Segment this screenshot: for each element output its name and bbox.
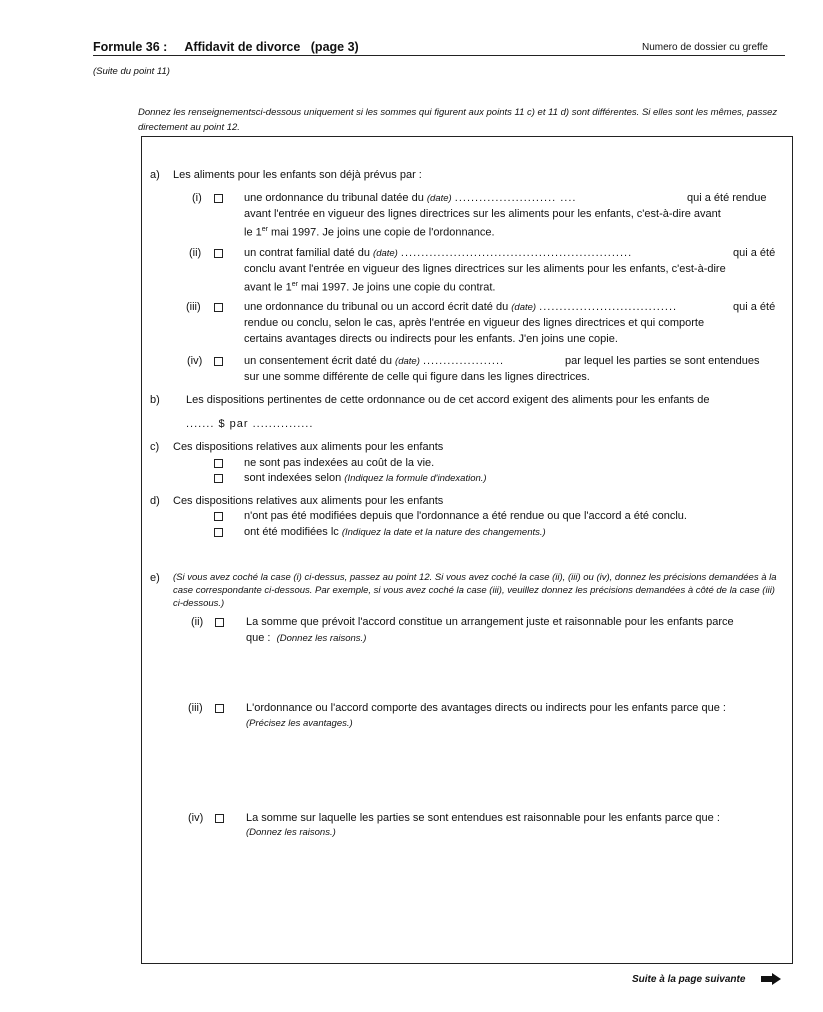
indexation-hint: (Indiquez la formule d'indexation.) xyxy=(344,473,487,484)
date-blank[interactable]: .................................. xyxy=(539,301,678,313)
item-a-iii-label: (iii) xyxy=(186,301,201,313)
item-e-iii-label: (iii) xyxy=(188,702,203,714)
item-a-iii-line2: rendue ou conclu, selon le cas, après l'entrée en vigueur des lignes directrices et qui comporte xyxy=(244,317,705,329)
item-a-ii-line1-end: qui a été xyxy=(733,247,776,259)
date-hint: (date) xyxy=(373,248,398,259)
section-d-opt2-label: ont été modifiées lc (Indiquez la date et la nature des changements.) xyxy=(244,526,546,538)
item-a-ii-label: (ii) xyxy=(189,247,202,259)
section-c-opt2-label: sont indexées selon (Indiquez la formule d'indexation.) xyxy=(244,472,487,484)
date-hint: (date) xyxy=(511,302,537,313)
page-label: (page 3) xyxy=(310,40,359,54)
item-a-iv-label: (iv) xyxy=(187,355,203,367)
item-a-ii-line2: conclu avant l'entrée en vigueur des lignes directrices sur les aliments pour les enfants, c'est-à-dire xyxy=(244,263,726,275)
form-title xyxy=(93,40,359,54)
form-name: Affidavit de divorce xyxy=(184,40,301,54)
item-a-iii-line3: certains avantages directs ou indirects pour les enfants. J'en joins une copie. xyxy=(244,333,618,345)
section-c-opt2-checkbox[interactable] xyxy=(214,474,223,483)
item-e-ii-line1: La somme que prévoit l'accord constitue un arrangement juste et raisonnable pour les enfants parce xyxy=(246,616,734,628)
item-e-ii-label: (ii) xyxy=(191,616,204,628)
section-a-heading: Les aliments pour les enfants son déjà prévus par : xyxy=(173,169,422,181)
item-a-iv-line1-end: par lequel les parties se sont entendues xyxy=(565,355,760,367)
item-a-ii-line1: un contrat familial daté du (date) ......................................................... xyxy=(244,247,633,259)
continued-from: (Suite du point 11) xyxy=(93,66,170,77)
form-number: Formule 36 : xyxy=(93,40,168,54)
date-hint: (date) xyxy=(395,356,420,367)
item-e-ii-line2: que : (Donnez les raisons.) xyxy=(246,632,367,644)
item-a-iv-line1: un consentement écrit daté du (date) .................... xyxy=(244,355,505,367)
item-a-i-checkbox[interactable] xyxy=(214,194,223,203)
section-c-opt1-checkbox[interactable] xyxy=(214,459,223,468)
header-rule xyxy=(93,55,785,56)
section-e-instructions: (Si vous avez coché la case (i) ci-dessus, passez au point 12. Si vous avez coché la case (ii), (iii) ou (iv), donnez les précisions demandées à la case correspondante ci-dessous. Par exemple, si vous avez coché la case (iii), veuillez donnez les précisions demandées à côté de la case (iii) ci-dessous.) xyxy=(173,572,777,609)
item-a-ii-checkbox[interactable] xyxy=(214,249,223,258)
item-e-iv-line1: La somme sur laquelle les parties se sont entendues est raisonnable pour les enfants parce que : xyxy=(246,812,720,824)
date-blank[interactable]: ......................... .... xyxy=(454,192,577,204)
section-d-opt2-checkbox[interactable] xyxy=(214,528,223,537)
section-d-heading: Ces dispositions relatives aux aliments pour les enfants xyxy=(173,495,444,507)
date-hint: (date) xyxy=(426,193,452,204)
item-a-i-line1-end: qui a été rendue xyxy=(687,192,767,204)
section-d-opt1-label: n'ont pas été modifiées depuis que l'ordonnance a été rendue ou que l'accord a été conclu. xyxy=(244,510,687,522)
section-b-letter: b) xyxy=(150,394,160,406)
section-c-heading: Ces dispositions relatives aux aliments pour les enfants xyxy=(173,441,444,453)
item-a-iv-checkbox[interactable] xyxy=(214,357,223,366)
file-number-label: Numero de dossier cu greffe xyxy=(642,42,768,53)
item-e-ii-answer-area[interactable] xyxy=(246,652,780,698)
item-a-iii-line1-end: qui a été xyxy=(733,301,776,313)
date-blank[interactable]: ......................................................... xyxy=(400,247,633,259)
section-b-text: Les dispositions pertinentes de cette ordonnance ou de cet accord exigent des aliments pour les enfants de xyxy=(186,394,710,406)
item-a-i-line2: avant l'entrée en vigueur des lignes directrices sur les aliments pour les enfants, c'est-à-dire avant xyxy=(244,208,721,220)
item-e-ii-checkbox[interactable] xyxy=(215,618,224,627)
item-e-iv-checkbox[interactable] xyxy=(215,814,224,823)
item-e-iv-answer-area[interactable] xyxy=(246,845,780,950)
item-a-iii-checkbox[interactable] xyxy=(214,303,223,312)
section-b-amount-blank[interactable]: ....... $ par ............... xyxy=(186,418,314,430)
date-blank[interactable]: .................... xyxy=(422,355,505,367)
item-a-ii-line3: avant le 1er mai 1997. Je joins une copie du contrat. xyxy=(244,281,496,294)
right-arrow-icon xyxy=(761,972,781,990)
reasons-hint: (Donnez les raisons.) xyxy=(276,633,367,644)
item-a-i-label: (i) xyxy=(192,192,202,204)
item-e-iii-checkbox[interactable] xyxy=(215,704,224,713)
item-e-iii-answer-area[interactable] xyxy=(246,735,780,807)
item-a-iv-line2: sur une somme différente de celle qui figure dans les lignes directrices. xyxy=(244,371,590,383)
section-d-opt1-checkbox[interactable] xyxy=(214,512,223,521)
item-a-i-line1: une ordonnance du tribunal datée du (date) ......................... .... xyxy=(244,192,577,204)
section-a-letter: a) xyxy=(150,169,160,181)
item-e-iii-line1: L'ordonnance ou l'accord comporte des avantages directs ou indirects pour les enfants parce que : xyxy=(246,702,726,714)
advantages-hint: (Précisez les avantages.) xyxy=(246,718,353,729)
item-a-i-line3: le 1er mai 1997. Je joins une copie de l'ordonnance. xyxy=(244,226,495,239)
continued-next-page: Suite à la page suivante xyxy=(632,974,746,985)
section-d-letter: d) xyxy=(150,495,160,507)
item-e-iv-label: (iv) xyxy=(188,812,204,824)
item-a-iii-line1: une ordonnance du tribunal ou un accord écrit daté du (date) .................................. xyxy=(244,301,678,313)
intro-instructions: Donnez les renseignementsci-dessous uniquement si les sommes qui figurent aux points 11 c) et 11 d) sont différentes. Si elles sont les mêmes, passez directement au point 12. xyxy=(138,107,778,133)
changes-hint: (Indiquez la date et la nature des changements.) xyxy=(341,527,546,538)
section-e-letter: e) xyxy=(150,572,160,584)
section-c-opt1-label: ne sont pas indexées au coût de la vie. xyxy=(244,457,435,469)
section-c-letter: c) xyxy=(150,441,160,453)
reasons-hint: (Donnez les raisons.) xyxy=(246,827,336,838)
